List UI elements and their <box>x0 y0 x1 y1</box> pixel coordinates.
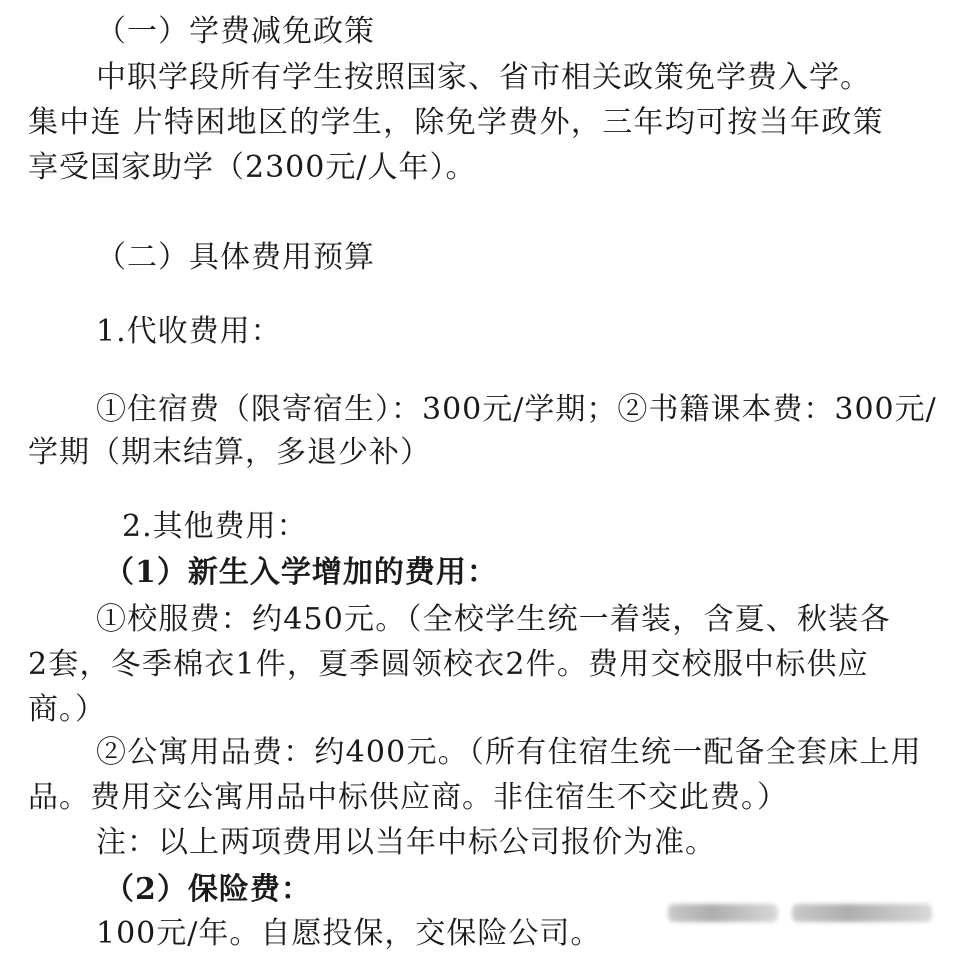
paragraph-line: 100元/年。自愿投保，交保险公司。 <box>96 916 602 951</box>
subheading-collected-fees: 1.代收费用： <box>96 314 282 349</box>
paragraph-line: ①住宿费（限寄宿生）：300元/学期；②书籍课本费：300元/ <box>96 392 937 427</box>
note-line: 注：以上两项费用以当年中标公司报价为准。 <box>96 825 716 860</box>
subheading-new-student-fees: （1）新生入学增加的费用： <box>104 555 498 590</box>
paragraph-line: 品。费用交公寓用品中标供应商。非住宿生不交此费。） <box>28 780 788 815</box>
paragraph-line: ②公寓用品费：约400元。（所有住宿生统一配备全套床上用 <box>96 735 922 770</box>
watermark-blur-right <box>792 904 932 922</box>
section-heading-tuition-policy: （一）学费减免政策 <box>96 14 375 49</box>
subheading-insurance: （2）保险费： <box>104 872 312 907</box>
section-heading-fee-budget: （二）具体费用预算 <box>96 240 375 275</box>
paragraph-line: 2套，冬季棉衣1件，夏季圆领校衣2件。费用交校服中标供应 <box>28 647 869 682</box>
paragraph-line: 学期（期末结算，多退少补） <box>28 435 431 470</box>
blurred-watermark <box>668 895 953 931</box>
subheading-other-fees: 2.其他费用： <box>122 509 308 544</box>
paragraph-line: 享受国家助学（2300元/人年）。 <box>28 150 477 185</box>
paragraph-line: 商。） <box>28 692 106 727</box>
paragraph-line: 中职学段所有学生按照国家、省市相关政策免学费入学。 <box>96 60 871 95</box>
paragraph-line: ①校服费：约450元。（全校学生统一着装，含夏、秋装各 <box>96 602 891 637</box>
paragraph-line: 集中连 片特困地区的学生，除免学费外，三年均可按当年政策 <box>28 105 884 140</box>
watermark-blur-left <box>668 904 778 922</box>
